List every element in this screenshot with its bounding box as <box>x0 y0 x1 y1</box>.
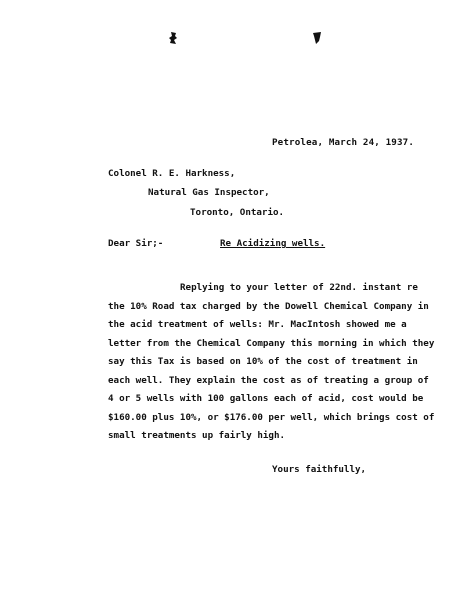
closing: Yours faithfully, <box>272 464 367 475</box>
recipient-name: Colonel R. E. Harkness, <box>108 168 236 179</box>
punch-mark-right-icon <box>312 32 322 44</box>
body-line: the 10% Road tax charged by the Dowell Chemical Company in <box>108 301 429 312</box>
recipient-title: Natural Gas Inspector, <box>148 187 270 198</box>
body-line: 4 or 5 wells with 100 gallons each of acid, cost would be <box>108 393 424 404</box>
body-line: say this Tax is based on 10% of the cost of treatment in <box>108 356 418 367</box>
body-line: the acid treatment of wells: Mr. MacIntosh showed me a <box>108 319 407 330</box>
body-line: small treatments up fairly high. <box>108 430 286 441</box>
recipient-city: Toronto, Ontario. <box>190 207 285 218</box>
body-line: $160.00 plus 10%, or $176.00 per well, which brings cost of <box>108 412 435 423</box>
body-line: letter from the Chemical Company this morning in which they <box>108 338 435 349</box>
salutation: Dear Sir;- <box>108 238 164 249</box>
punch-mark-left-icon <box>168 32 178 44</box>
place-date: Petrolea, March 24, 1937. <box>272 137 415 148</box>
body-line: Replying to your letter of 22nd. instant re <box>180 282 418 293</box>
body-line: each well. They explain the cost as of treating a group of <box>108 375 429 386</box>
subject-line: Re Acidizing wells. <box>220 238 326 249</box>
